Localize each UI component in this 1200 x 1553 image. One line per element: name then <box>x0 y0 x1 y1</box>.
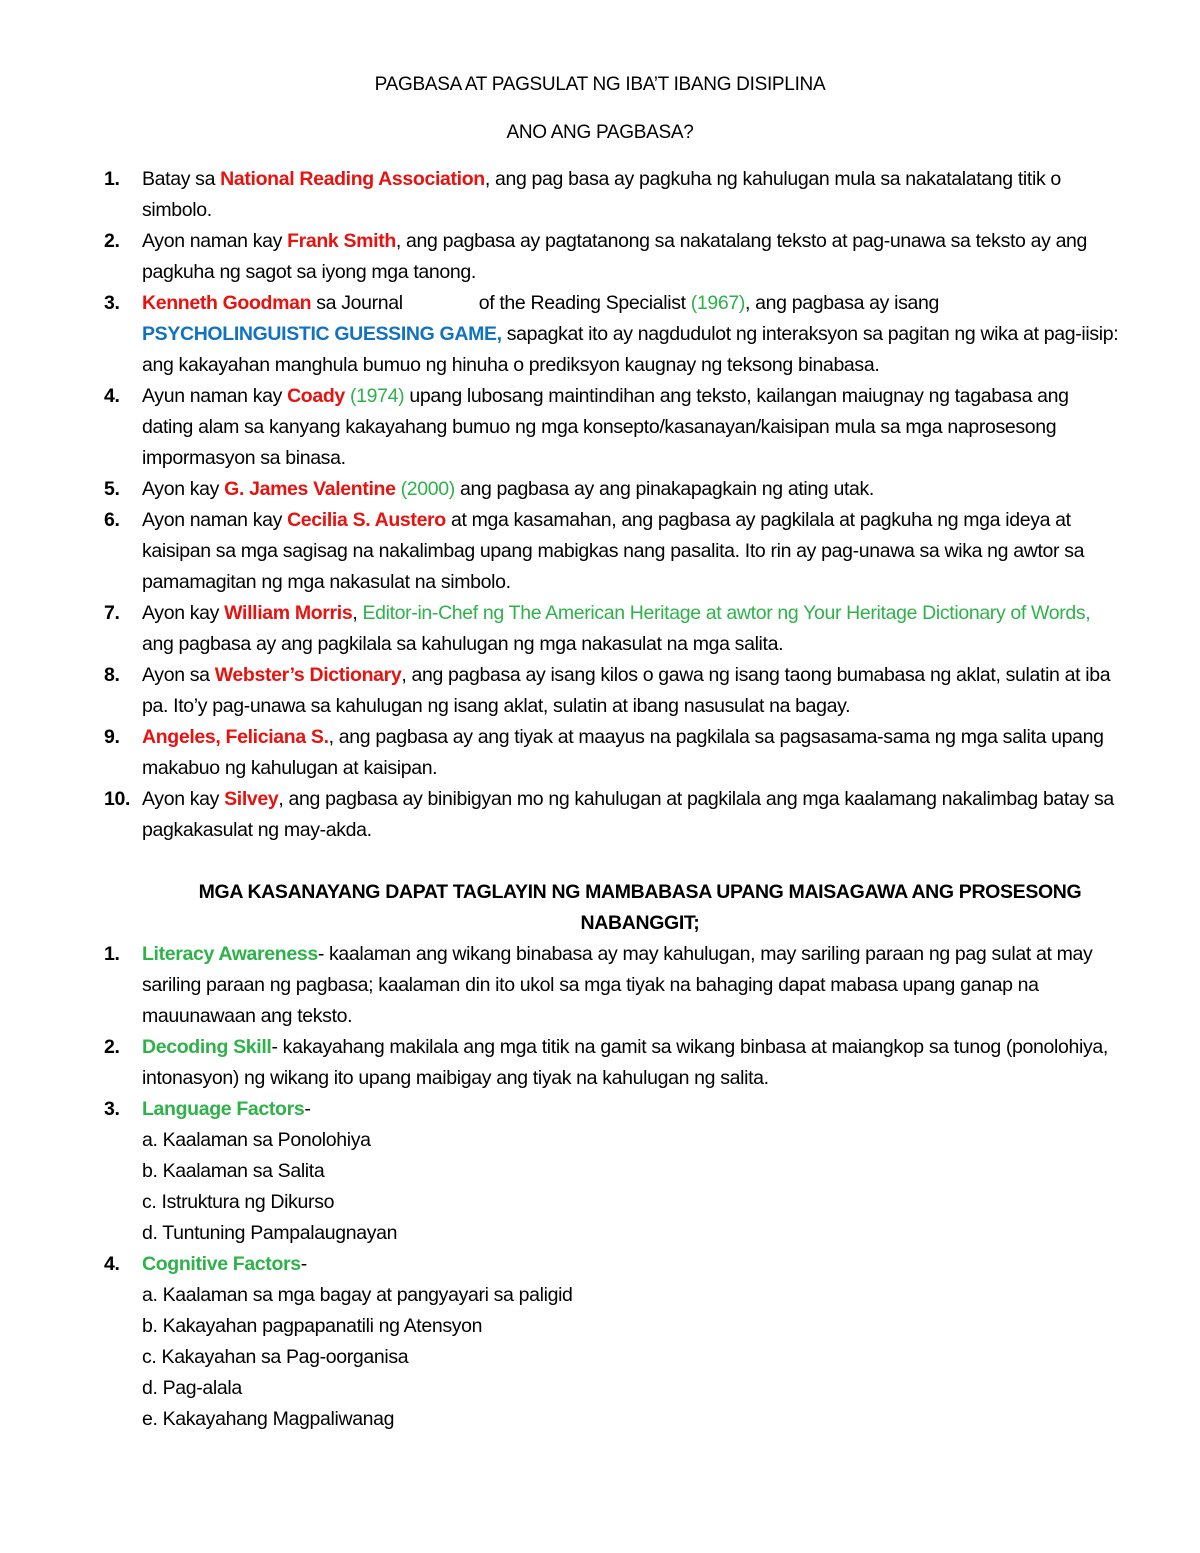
author-name: Webster’s Dictionary <box>214 664 402 686</box>
list-item: 8. Ayon sa Webster’s Dictionary, ang pagbasa ay isang kilos o gawa ng isang taong bumabasa ng aklat, sulatin at iba pa. Ito’y pag-unawa sa kahulugan ng isang aklat, sulatin at ibang nasusulat na bagay. <box>104 660 1124 722</box>
author-name: National Reading Association <box>220 168 485 190</box>
list-item: 1. Batay sa National Reading Association, ang pag basa ay pagkuha ng kahulugan mula sa nakatalatang titik o simbolo. <box>104 164 1124 226</box>
sub-item: b. Kaalaman sa Salita <box>142 1160 325 1182</box>
list-item: 5. Ayon kay G. James Valentine (2000) ang pagbasa ay ang pinakapagkain ng ating utak. <box>104 474 1124 505</box>
item-number: 1. <box>104 943 120 965</box>
author-name: Silvey <box>224 788 279 810</box>
item-number: 10. <box>104 788 131 810</box>
sub-item: b. Kakayahan pagpapanatili ng Atensyon <box>142 1315 483 1337</box>
author-role: Editor-in-Chef ng The American Heritage at awtor ng Your Heritage Dictionary of Words, <box>362 602 1091 624</box>
item-number: 3. <box>104 1098 120 1120</box>
list-item: 2. Ayon naman kay Frank Smith, ang pagbasa ay pagtatanong sa nakatalang teksto at pag-unawa sa teksto ay ang pagkuha ng sagot sa iyong mga tanong. <box>104 226 1124 288</box>
key-term: PSYCHOLINGUISTIC GUESSING GAME, <box>142 323 502 345</box>
skill-name: Literacy Awareness <box>142 943 318 965</box>
sub-item: a. Kaalaman sa mga bagay at pangyayari sa paligid <box>142 1284 573 1306</box>
year: (1974) <box>344 385 405 407</box>
list-item: 3. Language Factors- a. Kaalaman sa Ponolohiya b. Kaalaman sa Salita c. Istruktura ng Dikurso d. Tuntuning Pampalaugnayan <box>104 1094 1124 1249</box>
sub-item: c. Kakayahan sa Pag-oorganisa <box>142 1346 409 1368</box>
item-number: 2. <box>104 230 120 252</box>
item-number: 2. <box>104 1036 120 1058</box>
skill-name: Language Factors <box>142 1098 305 1120</box>
section-heading: MGA KASANAYANG DAPAT TAGLAYIN NG MAMBABASA UPANG MAISAGAWA ANG PROSESONG NABANGGIT; <box>198 881 1082 934</box>
sub-item: e. Kakayahang Magpaliwanag <box>142 1408 395 1430</box>
sub-item: d. Tuntuning Pampalaugnayan <box>142 1222 398 1244</box>
sub-item: d. Pag-alala <box>142 1377 242 1399</box>
author-name: Coady <box>287 385 345 407</box>
document-title: PAGBASA AT PAGSULAT NG IBA’T IBANG DISIPLINA <box>374 74 826 95</box>
definitions-list <box>104 164 1124 846</box>
sub-item: a. Kaalaman sa Ponolohiya <box>142 1129 371 1151</box>
item-number: 4. <box>104 385 120 407</box>
author-name: Cecilia S. Austero <box>287 509 446 531</box>
author-name: Frank Smith <box>287 230 396 252</box>
list-item: 9. Angeles, Feliciana S., ang pagbasa ay ang tiyak at maayus na pagkilala sa pagsasama-sama ng mga salita upang makabuo ng kahulugan at kaisipan. <box>104 722 1124 784</box>
year: (1967) <box>690 292 746 314</box>
item-number: 8. <box>104 664 120 686</box>
list-item: 2. Decoding Skill- kakayahang makilala ang mga titik na gamit sa wikang binbasa at maiangkop sa tunog (ponolohiya, intonasyon) ng wikang ito upang maibigay ang tiyak na kahulugan ng salita. <box>104 1032 1124 1094</box>
item-number: 4. <box>104 1253 120 1275</box>
item-number: 7. <box>104 602 120 624</box>
author-name: William Morris <box>224 602 353 624</box>
item-number: 6. <box>104 509 120 531</box>
skills-list <box>104 939 1124 1435</box>
document-subtitle: ANO ANG PAGBASA? <box>506 122 694 143</box>
list-item: 4. Cognitive Factors- a. Kaalaman sa mga bagay at pangyayari sa paligid b. Kakayahan pagpapanatili ng Atensyon c. Kakayahan sa Pag-oorganisa d. Pag-alala e. Kakayahang Magpaliwanag <box>104 1249 1124 1435</box>
item-number: 1. <box>104 168 120 190</box>
list-item: 3. Kenneth Goodman sa Journal of the Reading Specialist (1967), ang pagbasa ay isang PSYCHOLINGUISTIC GUESSING GAME, sapagkat ito ay nagdudulot ng interaksyon sa pagitan ng wika at pag-iisip: ang kakayahan manghula bumuo ng hinuha o prediksyon kaugnay ng teksong binabasa. <box>104 288 1124 381</box>
list-item: 10. Ayon kay Silvey, ang pagbasa ay binibigyan mo ng kahulugan at pagkilala ang mga kaalamang nakalimbag batay sa pagkakasulat ng may-akda. <box>104 784 1124 846</box>
list-item: 1. Literacy Awareness- kaalaman ang wikang binabasa ay may kahulugan, may sariling paraan ng pag sulat at may sariling paraan ng pagbasa; kaalaman din ito ukol sa mga tiyak na bahaging dapat mabasa upang ganap na mauunawaan ang teksto. <box>104 939 1124 1032</box>
skill-name: Decoding Skill <box>142 1036 272 1058</box>
list-item: 6. Ayon naman kay Cecilia S. Austero at mga kasamahan, ang pagbasa ay pagkilala at pagkuha ng mga ideya at kaisipan sa mga sagisag na nakalimbag upang mabigkas nang pasalita. Ito rin ay pag-unawa sa wika ng awtor sa pamamagitan ng mga nakasulat na simbolo. <box>104 505 1124 598</box>
list-item: 4. Ayun naman kay Coady (1974) upang lubosang maintindihan ang teksto, kailangan maiugnay ng tagabasa ang dating alam sa kanyang kakayahang bumuo ng mga konsepto/kasanayan/kaisipan mula sa mga naprosesong impormasyon sa binasa. <box>104 381 1124 474</box>
year: (2000) <box>395 478 455 500</box>
item-number: 9. <box>104 726 120 748</box>
author-name: Angeles, Feliciana S. <box>142 726 329 748</box>
item-number: 5. <box>104 478 120 500</box>
skill-name: Cognitive Factors <box>142 1253 301 1275</box>
item-number: 3. <box>104 292 120 314</box>
author-name: G. James Valentine <box>224 478 396 500</box>
sub-item: c. Istruktura ng Dikurso <box>142 1191 335 1213</box>
list-item: 7. Ayon kay William Morris, Editor-in-Chef ng The American Heritage at awtor ng Your Heritage Dictionary of Words, ang pagbasa ay ang pagkilala sa kahulugan ng mga nakasulat na mga salita. <box>104 598 1124 660</box>
author-name: Kenneth Goodman <box>142 292 312 314</box>
